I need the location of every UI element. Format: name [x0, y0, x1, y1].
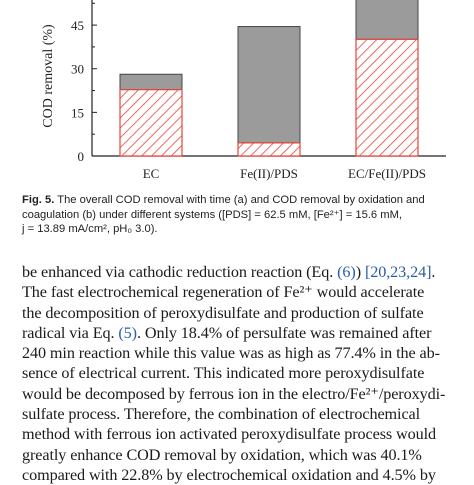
caption-line-1: The overall COD removal with time (a) and COD removal by oxidation and [57, 194, 425, 206]
bar-oxidation [356, 39, 418, 156]
body-line-8: sulfate process. Therefore, the combination of electrochemical [22, 405, 421, 424]
body-line-5: 240 min reaction while this value was as high as 77.4% in the ab- [22, 344, 440, 363]
body-text-run: ) [355, 263, 365, 281]
body-line-10: greatly enhance COD removal by oxidation, which was 40.1% [22, 445, 422, 464]
y-tick-label: 45 [71, 18, 84, 34]
caption-line-3: j = 13.89 mA/cm², pH₀ 3.0). [22, 223, 158, 236]
body-text-run: . Only 18.4% of persulfate was remained after [136, 323, 432, 342]
x-tick-label: EC/Fe(II)/PDS [348, 166, 426, 181]
body-line-1 [22, 262, 474, 282]
bar-oxidation [238, 143, 300, 156]
bar-oxidation [120, 90, 182, 156]
body-line-2: The fast electrochemical regeneration of Fe²⁺ would accelerate [22, 283, 425, 302]
body-line-4 [22, 323, 474, 343]
body-line-3: the decomposition of peroxydisulfate and production of sulfate [22, 303, 424, 322]
y-tick-label: 30 [71, 61, 84, 77]
body-text-run: . [431, 263, 436, 281]
bar-coagulation [120, 74, 182, 89]
bar-coagulation [356, 0, 418, 39]
article-body [22, 262, 474, 485]
figure-label: Fig. 5. [22, 194, 55, 206]
y-axis-label: COD removal (%) [41, 24, 56, 128]
citation-link[interactable]: [20,23,24] [364, 263, 432, 281]
body-line-6: sence of electrical current. This indicated more peroxydisulfate [22, 364, 425, 383]
y-tick-label: 15 [71, 105, 84, 121]
cod-removal-bar-chart [0, 0, 474, 192]
equation-link[interactable]: (5) [118, 323, 137, 342]
body-line-7: would be decomposed by ferrous ion in the electro/Fe²⁺/peroxydi- [22, 384, 446, 403]
body-line-11: compared with 22.8% by electrochemical oxidation and 4.5% by [22, 465, 436, 484]
bar-coagulation [238, 27, 300, 143]
body-text-run: radical via Eq. [22, 323, 119, 342]
y-tick-label: 0 [77, 149, 84, 164]
equation-link[interactable]: (6) [337, 263, 356, 281]
body-line-9: method with ferrous ion activated peroxydisulfate process would [22, 425, 437, 444]
x-tick-label: EC [142, 166, 160, 181]
body-text-run: be enhanced via cathodic reduction reaction (Eq. [22, 263, 338, 281]
chart-bars [120, 0, 418, 156]
x-tick-label: Fe(II)/PDS [240, 166, 298, 181]
figure-caption [22, 193, 474, 237]
caption-line-2: coagulation (b) under different systems ([PDS] = 62.5 mM, [Fe²⁺] = 15.6 mM, [22, 208, 403, 221]
